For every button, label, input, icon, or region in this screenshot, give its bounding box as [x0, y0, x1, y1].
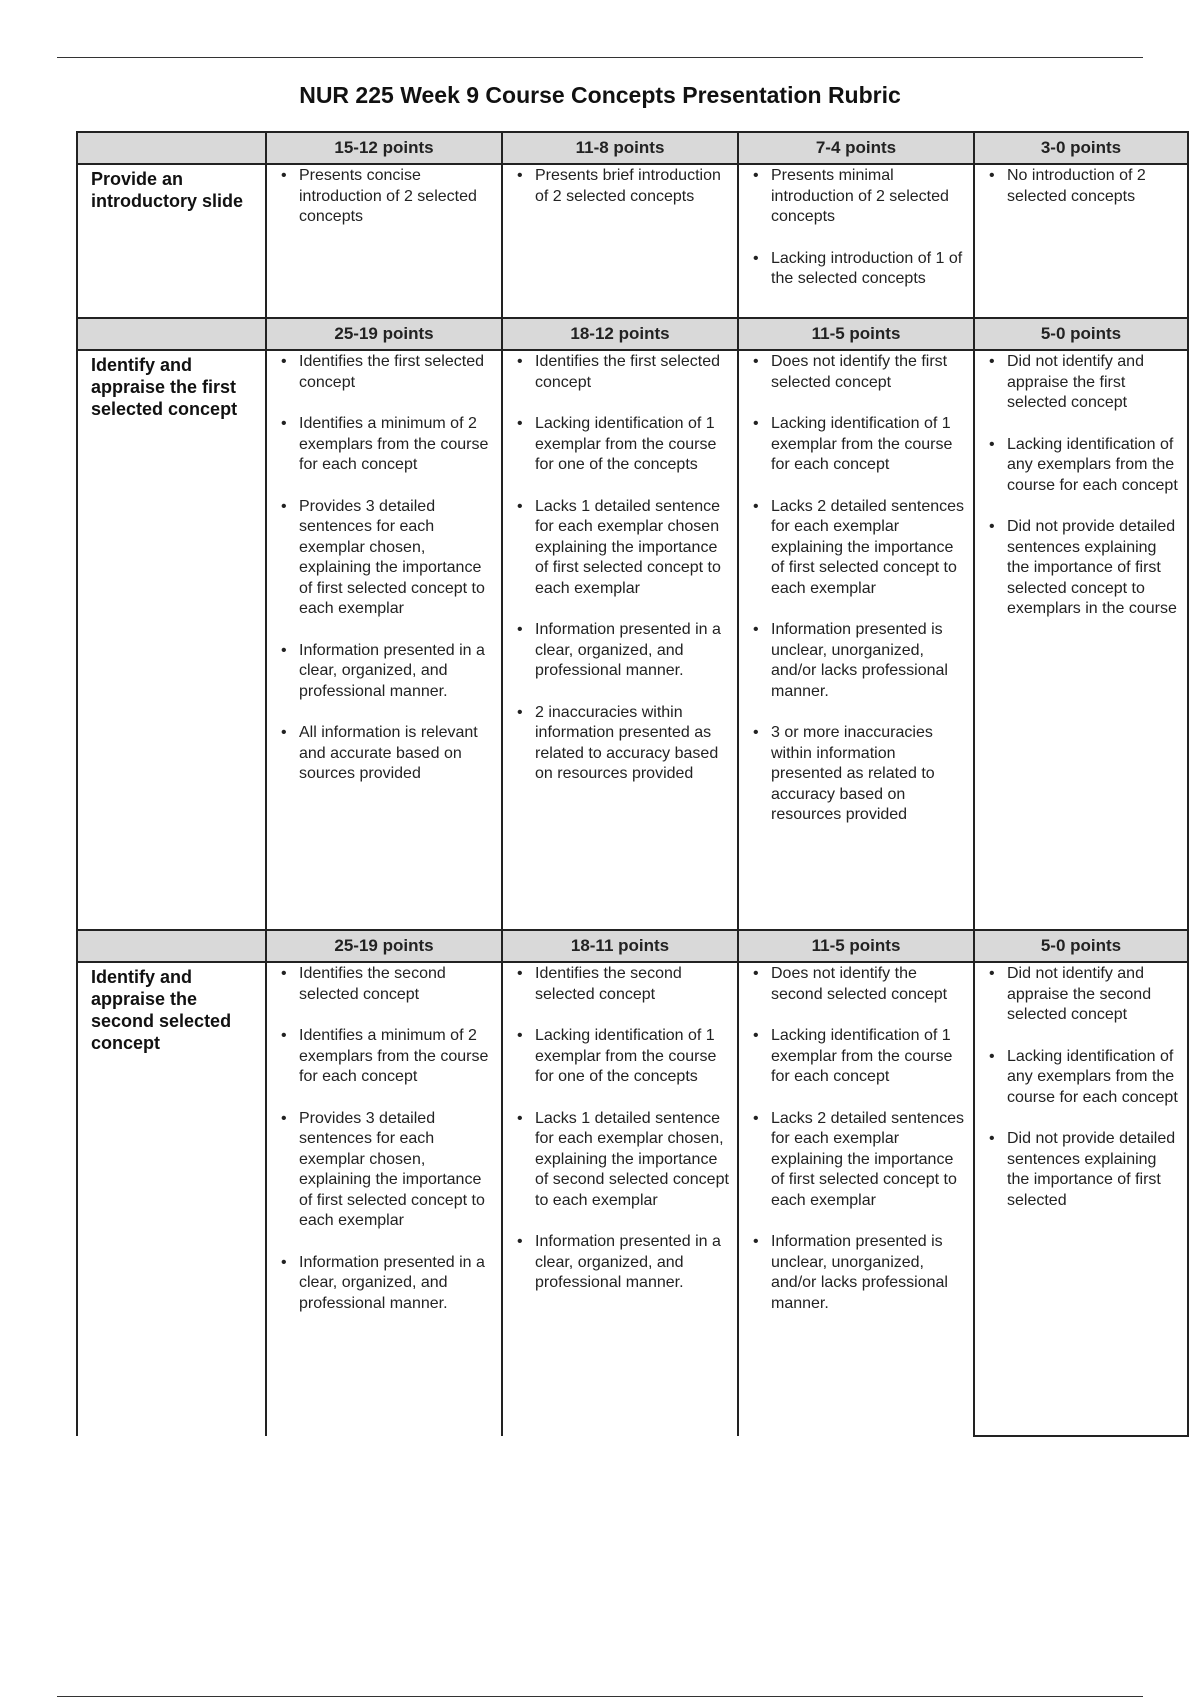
- rubric-bullet: • Does not identify the second selected concept: [739, 964, 973, 1005]
- rubric-bullet: • Lacks 1 detailed sentence for each exemplar chosen, explaining the importance of second selected concept to each exemplar: [503, 1109, 737, 1212]
- rubric-bullet: • Did not identify and appraise the second selected concept: [975, 964, 1187, 1026]
- top-rule: [57, 57, 1143, 58]
- rubric-bullet: • Lacking identification of any exemplars from the course for each concept: [975, 435, 1187, 497]
- rubric-cell: [738, 962, 974, 1436]
- points-header: 11-5 points: [738, 930, 974, 962]
- rubric-bullet: • Information presented is unclear, unorganized, and/or lacks professional manner.: [739, 620, 973, 702]
- points-header-row: [77, 132, 1188, 164]
- header-blank: [77, 318, 266, 350]
- rubric-bullet: • Lacking identification of 1 exemplar from the course for each concept: [739, 414, 973, 476]
- rubric-bullet: • Provides 3 detailed sentences for each exemplar chosen, explaining the importance of first selected concept to each exemplar: [267, 1109, 501, 1232]
- rubric-bullet: • Identifies a minimum of 2 exemplars from the course for each concept: [267, 1026, 501, 1088]
- rubric-bullet: • Lacks 2 detailed sentences for each exemplar explaining the importance of first selected concept to each exemplar: [739, 1109, 973, 1212]
- bottom-rule: [57, 1696, 1143, 1697]
- header-blank: [77, 930, 266, 962]
- points-header-row: [77, 318, 1188, 350]
- rubric-bullet: • 2 inaccuracies within information presented as related to accuracy based on resources provided: [503, 703, 737, 785]
- points-header: 25-19 points: [266, 318, 502, 350]
- criterion-label: Identify and appraise the second selected concept: [77, 962, 266, 1436]
- rubric-bullet: • Lacking introduction of 1 of the selected concepts: [739, 249, 973, 290]
- criterion-row: [77, 350, 1188, 930]
- rubric-bullet: • Identifies the second selected concept: [503, 964, 737, 1005]
- rubric-cell: [502, 164, 738, 318]
- rubric-bullet: • Provides 3 detailed sentences for each exemplar chosen, explaining the importance of first selected concept to each exemplar: [267, 497, 501, 620]
- rubric-bullet: • Did not provide detailed sentences explaining the importance of first selected: [975, 1129, 1187, 1211]
- rubric-bullet: • Lacks 1 detailed sentence for each exemplar chosen explaining the importance of first selected concept to each exemplar: [503, 497, 737, 600]
- points-header: 5-0 points: [974, 930, 1188, 962]
- rubric-cell: [974, 962, 1188, 1436]
- rubric-bullet: • Presents minimal introduction of 2 selected concepts: [739, 166, 973, 228]
- criterion-label: Provide an introductory slide: [77, 164, 266, 318]
- points-header: 18-11 points: [502, 930, 738, 962]
- rubric-cell: [738, 164, 974, 318]
- rubric-bullet: • Presents brief introduction of 2 selected concepts: [503, 166, 737, 207]
- rubric-cell: [266, 164, 502, 318]
- criterion-label: Identify and appraise the first selected concept: [77, 350, 266, 930]
- rubric-bullet: • All information is relevant and accurate based on sources provided: [267, 723, 501, 785]
- rubric-bullet: • Identifies the first selected concept: [267, 352, 501, 393]
- rubric-bullet: • Does not identify the first selected concept: [739, 352, 973, 393]
- points-header: 25-19 points: [266, 930, 502, 962]
- rubric-cell: [738, 350, 974, 930]
- rubric-bullet: • Did not identify and appraise the first selected concept: [975, 352, 1187, 414]
- rubric-bullet: • Lacking identification of any exemplars from the course for each concept: [975, 1047, 1187, 1109]
- rubric-cell: [266, 350, 502, 930]
- points-header: 18-12 points: [502, 318, 738, 350]
- points-header: 11-5 points: [738, 318, 974, 350]
- rubric-bullet: • Lacking identification of 1 exemplar from the course for one of the concepts: [503, 1026, 737, 1088]
- rubric-bullet: • Information presented is unclear, unorganized, and/or lacks professional manner.: [739, 1232, 973, 1314]
- page-title: NUR 225 Week 9 Course Concepts Presentation Rubric: [299, 82, 901, 108]
- rubric-bullet: • Information presented in a clear, organized, and professional manner.: [503, 1232, 737, 1294]
- rubric-bullet: • Did not provide detailed sentences explaining the importance of first selected concept to exemplars in the course: [975, 517, 1187, 620]
- rubric-bullet: • Presents concise introduction of 2 selected concepts: [267, 166, 501, 228]
- points-header: 15-12 points: [266, 132, 502, 164]
- rubric-table: [76, 131, 1189, 1437]
- points-header: 11-8 points: [502, 132, 738, 164]
- rubric-cell: [974, 350, 1188, 930]
- rubric-bullet: • Information presented in a clear, organized, and professional manner.: [503, 620, 737, 682]
- rubric-cell: [974, 164, 1188, 318]
- rubric-bullet: • Identifies the second selected concept: [267, 964, 501, 1005]
- points-header: 3-0 points: [974, 132, 1188, 164]
- points-header-row: [77, 930, 1188, 962]
- criterion-row: [77, 164, 1188, 318]
- rubric-cell: [266, 962, 502, 1436]
- header-blank: [77, 132, 266, 164]
- rubric-bullet: • Lacking identification of 1 exemplar from the course for each concept: [739, 1026, 973, 1088]
- rubric-bullet: • 3 or more inaccuracies within information presented as related to accuracy based on resources provided: [739, 723, 973, 826]
- rubric-bullet: • Lacking identification of 1 exemplar from the course for one of the concepts: [503, 414, 737, 476]
- rubric-bullet: • Information presented in a clear, organized, and professional manner.: [267, 1253, 501, 1315]
- points-header: 5-0 points: [974, 318, 1188, 350]
- criterion-row: [77, 962, 1188, 1436]
- rubric-cell: [502, 962, 738, 1436]
- rubric-bullet: • No introduction of 2 selected concepts: [975, 166, 1187, 207]
- rubric-bullet: • Identifies the first selected concept: [503, 352, 737, 393]
- rubric-bullet: • Lacks 2 detailed sentences for each exemplar explaining the importance of first selected concept to each exemplar: [739, 497, 973, 600]
- rubric-bullet: • Identifies a minimum of 2 exemplars from the course for each concept: [267, 414, 501, 476]
- rubric-cell: [502, 350, 738, 930]
- rubric-bullet: • Information presented in a clear, organized, and professional manner.: [267, 641, 501, 703]
- points-header: 7-4 points: [738, 132, 974, 164]
